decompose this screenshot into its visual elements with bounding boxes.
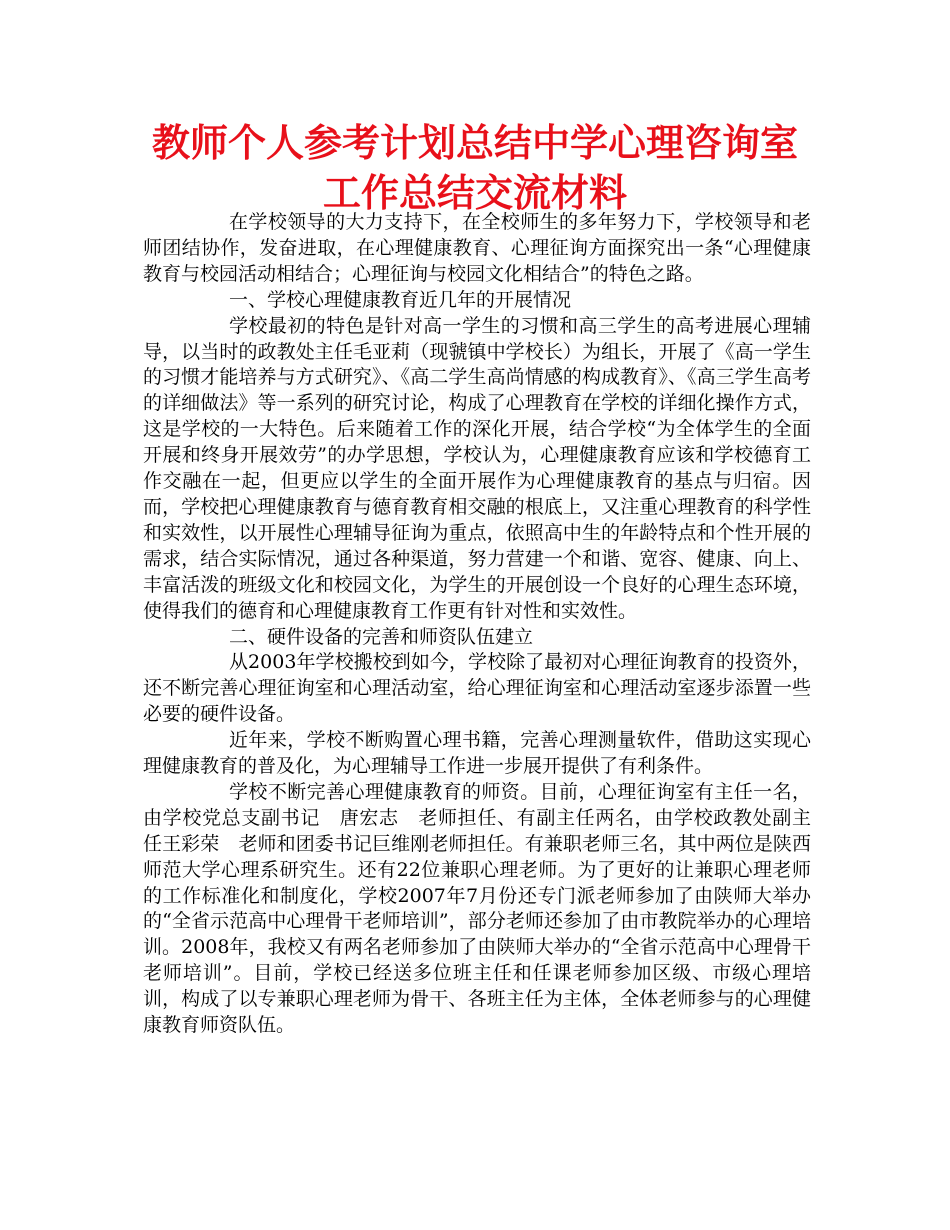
intro-paragraph: 在学校领导的大力支持下，在全校师生的多年努力下，学校领导和老师团结协作，发奋进取，在心理健康教育、心理征询方面探究出一条“心理健康教育与校园活动相结合；心理征询与校园文化相结合”的特色之路。 bbox=[143, 211, 811, 285]
section-heading-2: 二、硬件设备的完善和师资队伍建立 bbox=[229, 625, 534, 648]
section-heading-1: 一、学校心理健康教育近几年的开展情况 bbox=[229, 288, 572, 311]
section-2-paragraph-3: 学校不断完善心理健康教育的师资。目前，心理征询室有主任一名，由学校党总支副书记 唐宏志 老师担任、有副主任两名，由学校政教处副主 任王彩荣 老师和团委书记巨维刚老师担任。有兼职老师三名，其中两位是陕西师范大学心理系研究生。还有22位兼职心理老师。为了更好的让兼职心理老师的工作标准化和制度化，学校2007年7月份还专门派老师参加了由陕师大举办的“全省示范高中心理骨干老师培训”，部分老师还参加了由市教院举办的心理培训。2008年，我校又有两名老师参加了由陕师大举办的“全省示范高中心理骨干老师培训”。目前，学校已经送多位班主任和任课老师参加区级、市级心理培训，构成了以专兼职心理老师为骨干、各班主任为主体，全体老师参与的心理健康教育师资队伍。 bbox=[143, 780, 831, 1037]
document-body bbox=[143, 210, 831, 1039]
section-2-paragraph-2: 近年来，学校不断购置心理书籍，完善心理测量软件，借助这实现心理健康教育的普及化，为心理辅导工作进一步展开提供了有利条件。 bbox=[143, 729, 811, 778]
section-2-paragraph-1: 从2003年学校搬校到如今，学校除了最初对心理征询教育的投资外，还不断完善心理征询室和心理活动室，给心理征询室和心理活动室逐步添置一些必要的硬件设备。 bbox=[143, 651, 811, 726]
document-title: 教师个人参考计划总结中学心理咨询室工作总结交流材料 bbox=[151, 121, 798, 215]
section-1-paragraph: 学校最初的特色是针对高一学生的习惯和高三学生的高考进展心理辅导，以当时的政教处主任毛亚莉（现虢镇中学校长）为组长，开展了《高一学生的习惯才能培养与方式研究》、《高二学生高尚情感的构成教育》、《高三学生高考的详细做法》等一系列的研究讨论，构成了心理教育在学校的详细化操作方式，这是学校的一大特色。后来随着工作的深化开展，结合学校“为全体学生的全面开展和终身开展效劳”的办学思想，学校认为，心理健康教育应该和学校德育工作交融在一起，但更应以学生的全面开展作为心理健康教育的基点与归宿。因而，学校把心理健康教育与德育教育相交融的根底上，又注重心理教育的科学性和实效性，以开展性心理辅导征询为重点，依照高中生的年龄特点和个性开展的需求，结合实际情况，通过各种渠道，努力营建一个和谐、宽容、健康、向上、丰富活泼的班级文化和校园文化，为学生的开展创设一个良好的心理生态环境，使得我们的德育和心理健康教育工作更有针对性和实效性。 bbox=[143, 314, 811, 622]
